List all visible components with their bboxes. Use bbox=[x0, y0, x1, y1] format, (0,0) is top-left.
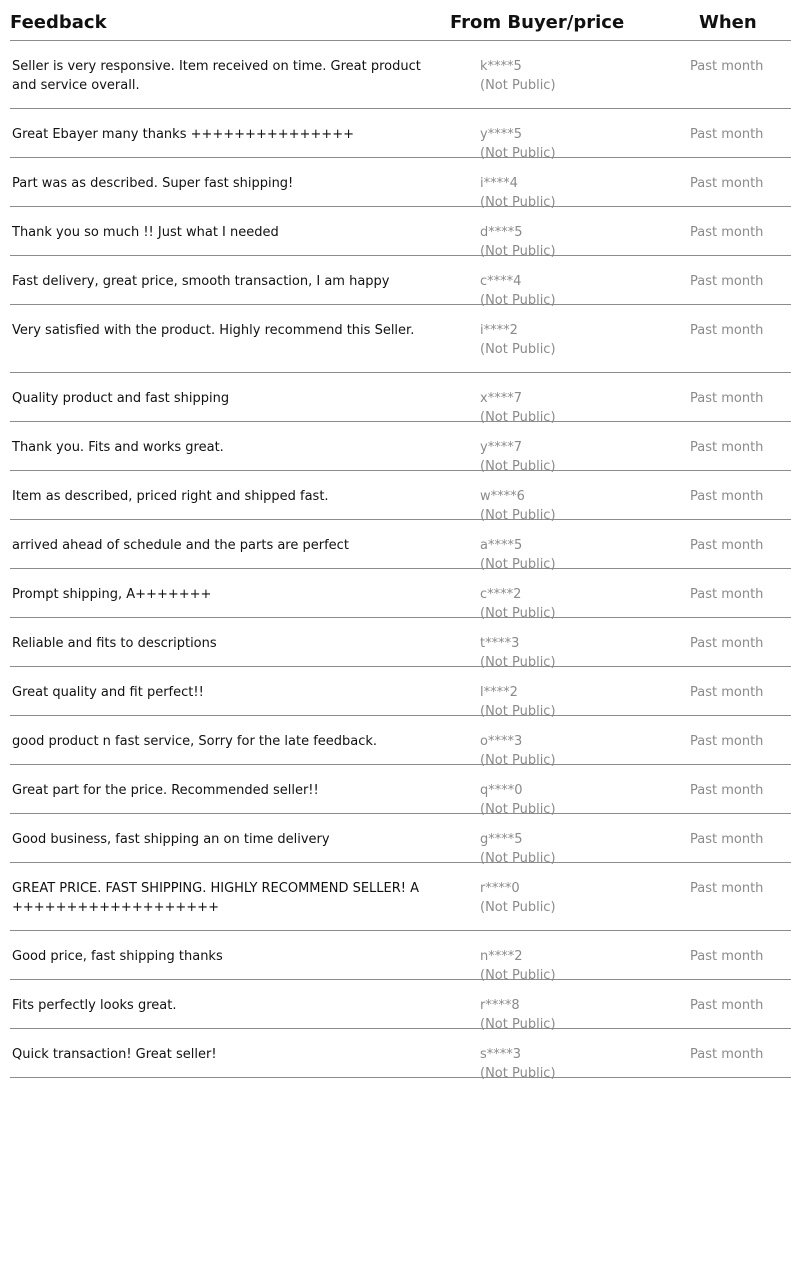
column-header-feedback: Feedback bbox=[10, 12, 107, 33]
feedback-when: Past month bbox=[690, 127, 764, 142]
feedback-when: Past month bbox=[690, 440, 764, 455]
table-row bbox=[10, 305, 791, 373]
feedback-when: Past month bbox=[690, 59, 764, 74]
table-row bbox=[10, 980, 791, 1032]
feedback-comment: Quality product and fast shipping bbox=[12, 391, 230, 406]
buyer-id: w****6 bbox=[480, 489, 525, 504]
buyer-id: l****2 bbox=[480, 685, 518, 700]
feedback-rows bbox=[10, 41, 791, 1081]
table-row bbox=[10, 1029, 791, 1081]
table-row bbox=[10, 765, 791, 817]
feedback-comment: Great quality and fit perfect!! bbox=[12, 685, 204, 700]
feedback-comment: Fits perfectly looks great. bbox=[12, 998, 177, 1013]
table-row bbox=[10, 41, 791, 109]
buyer-id: c****4 bbox=[480, 274, 522, 289]
buyer-id: s****3 bbox=[480, 1047, 522, 1062]
table-row bbox=[10, 667, 791, 719]
feedback-when: Past month bbox=[690, 783, 764, 798]
buyer-id: q****0 bbox=[480, 783, 523, 798]
buyer-visibility: (Not Public) bbox=[480, 851, 556, 866]
table-row bbox=[10, 716, 791, 768]
buyer-id: t****3 bbox=[480, 636, 520, 651]
feedback-when: Past month bbox=[690, 998, 764, 1013]
buyer-visibility: (Not Public) bbox=[480, 606, 556, 621]
feedback-when: Past month bbox=[690, 734, 764, 749]
buyer-visibility: (Not Public) bbox=[480, 410, 556, 425]
buyer-id: c****2 bbox=[480, 587, 522, 602]
buyer-id: d****5 bbox=[480, 225, 523, 240]
buyer-id: r****8 bbox=[480, 998, 520, 1013]
feedback-when: Past month bbox=[690, 832, 764, 847]
buyer-visibility: (Not Public) bbox=[480, 146, 556, 161]
buyer-id: n****2 bbox=[480, 949, 523, 964]
feedback-comment: Good price, fast shipping thanks bbox=[12, 949, 223, 964]
table-row bbox=[10, 618, 791, 670]
table-row bbox=[10, 422, 791, 474]
buyer-id: i****4 bbox=[480, 176, 518, 191]
column-header-when: When bbox=[699, 12, 757, 33]
feedback-comment: Thank you so much !! Just what I needed bbox=[12, 225, 279, 240]
feedback-when: Past month bbox=[690, 587, 764, 602]
feedback-when: Past month bbox=[690, 489, 764, 504]
table-header bbox=[10, 0, 791, 41]
buyer-visibility: (Not Public) bbox=[480, 459, 556, 474]
buyer-visibility: (Not Public) bbox=[480, 968, 556, 983]
buyer-visibility: (Not Public) bbox=[480, 900, 556, 915]
table-row bbox=[10, 207, 791, 259]
table-row bbox=[10, 256, 791, 308]
feedback-comment: Fast delivery, great price, smooth transaction, I am happy bbox=[12, 274, 390, 289]
feedback-when: Past month bbox=[690, 176, 764, 191]
feedback-comment: good product n fast service, Sorry for the late feedback. bbox=[12, 734, 378, 749]
feedback-when: Past month bbox=[690, 225, 764, 240]
feedback-comment: Part was as described. Super fast shipping! bbox=[12, 176, 294, 191]
table-row bbox=[10, 931, 791, 983]
buyer-id: y****5 bbox=[480, 127, 522, 142]
feedback-when: Past month bbox=[690, 685, 764, 700]
table-row bbox=[10, 863, 791, 931]
buyer-id: k****5 bbox=[480, 59, 522, 74]
buyer-visibility: (Not Public) bbox=[480, 508, 556, 523]
feedback-when: Past month bbox=[690, 538, 764, 553]
feedback-comment: Good business, fast shipping an on time delivery bbox=[12, 832, 330, 847]
feedback-comment: Item as described, priced right and shipped fast. bbox=[12, 489, 329, 504]
buyer-id: o****3 bbox=[480, 734, 523, 749]
buyer-id: x****7 bbox=[480, 391, 522, 406]
feedback-comment: Thank you. Fits and works great. bbox=[12, 440, 224, 455]
table-row bbox=[10, 814, 791, 866]
buyer-visibility: (Not Public) bbox=[480, 1066, 556, 1081]
buyer-visibility: (Not Public) bbox=[480, 78, 556, 93]
feedback-comment: Seller is very responsive. Item received on time. Great product and service overall. bbox=[12, 59, 421, 93]
feedback-when: Past month bbox=[690, 636, 764, 651]
buyer-visibility: (Not Public) bbox=[480, 753, 556, 768]
buyer-visibility: (Not Public) bbox=[480, 342, 556, 357]
buyer-cell bbox=[480, 879, 556, 917]
feedback-comment: Quick transaction! Great seller! bbox=[12, 1047, 217, 1062]
buyer-visibility: (Not Public) bbox=[480, 244, 556, 259]
buyer-visibility: (Not Public) bbox=[480, 802, 556, 817]
table-row bbox=[10, 158, 791, 210]
table-row bbox=[10, 109, 791, 161]
feedback-when: Past month bbox=[690, 323, 764, 338]
table-row bbox=[10, 520, 791, 572]
feedback-comment: Reliable and fits to descriptions bbox=[12, 636, 217, 651]
feedback-comment: Prompt shipping, A+++++++ bbox=[12, 587, 212, 602]
table-row bbox=[10, 471, 791, 523]
buyer-cell bbox=[480, 1045, 556, 1083]
buyer-id: y****7 bbox=[480, 440, 522, 455]
feedback-when: Past month bbox=[690, 274, 764, 289]
buyer-id: a****5 bbox=[480, 538, 523, 553]
feedback-comment: Great Ebayer many thanks +++++++++++++++ bbox=[12, 127, 354, 142]
feedback-when: Past month bbox=[690, 881, 764, 896]
buyer-id: g****5 bbox=[480, 832, 523, 847]
buyer-cell bbox=[480, 321, 556, 359]
feedback-comment: arrived ahead of schedule and the parts are perfect bbox=[12, 538, 349, 553]
feedback-comment: Great part for the price. Recommended seller!! bbox=[12, 783, 319, 798]
table-row bbox=[10, 569, 791, 621]
buyer-visibility: (Not Public) bbox=[480, 655, 556, 670]
buyer-visibility: (Not Public) bbox=[480, 704, 556, 719]
feedback-when: Past month bbox=[690, 1047, 764, 1062]
feedback-comment: Very satisfied with the product. Highly recommend this Seller. bbox=[12, 323, 415, 338]
feedback-table bbox=[10, 0, 791, 1081]
buyer-cell bbox=[480, 57, 556, 95]
column-header-from-buyer: From Buyer/price bbox=[450, 12, 625, 33]
buyer-visibility: (Not Public) bbox=[480, 293, 556, 308]
buyer-id: i****2 bbox=[480, 323, 518, 338]
feedback-when: Past month bbox=[690, 949, 764, 964]
buyer-visibility: (Not Public) bbox=[480, 195, 556, 210]
table-row bbox=[10, 373, 791, 425]
buyer-visibility: (Not Public) bbox=[480, 557, 556, 572]
feedback-comment: GREAT PRICE. FAST SHIPPING. HIGHLY RECOMMEND SELLER! A+++++++++++++++++++ bbox=[12, 881, 420, 915]
buyer-id: r****0 bbox=[480, 881, 520, 896]
feedback-when: Past month bbox=[690, 391, 764, 406]
buyer-visibility: (Not Public) bbox=[480, 1017, 556, 1032]
